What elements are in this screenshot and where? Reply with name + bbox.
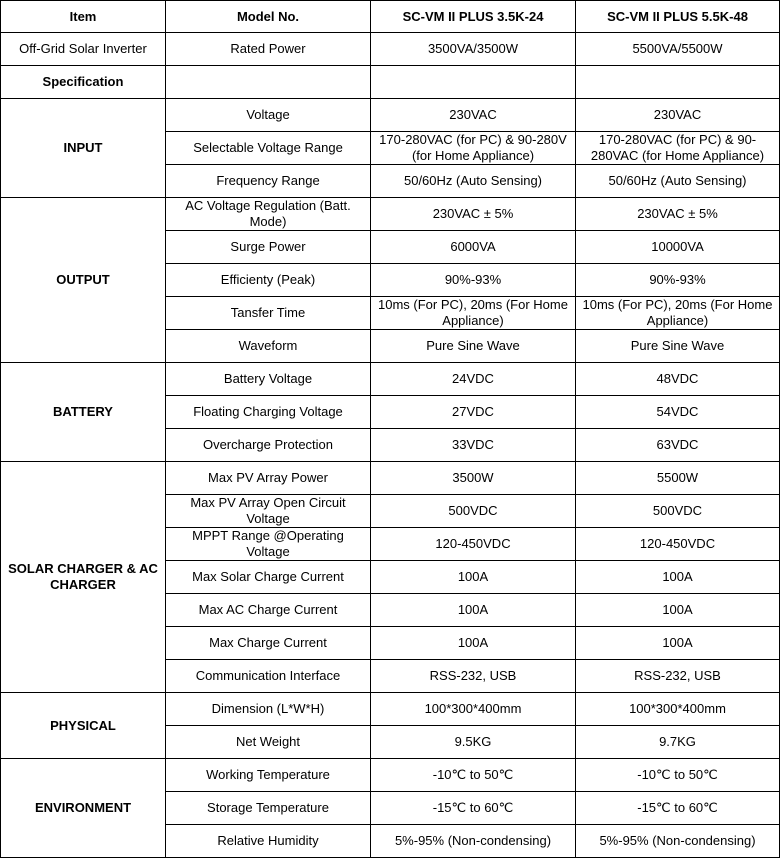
spec-value-a: 100A — [371, 594, 576, 627]
spec-value-b: -10℃ to 50℃ — [576, 759, 780, 792]
spec-value-b: -15℃ to 60℃ — [576, 792, 780, 825]
spec-value-b: 230VAC ± 5% — [576, 198, 780, 231]
spec-label: Max AC Charge Current — [166, 594, 371, 627]
spec-value-b: Pure Sine Wave — [576, 330, 780, 363]
group-label: INPUT — [1, 99, 166, 198]
spec-value-b: 5%-95% (Non-condensing) — [576, 825, 780, 858]
spec-label: Net Weight — [166, 726, 371, 759]
spec-label: Efficienty (Peak) — [166, 264, 371, 297]
spec-value-b: 100A — [576, 561, 780, 594]
spec-value-a: -10℃ to 50℃ — [371, 759, 576, 792]
spec-row — [1, 99, 780, 132]
spec-label: Dimension (L*W*H) — [166, 693, 371, 726]
group-label: PHYSICAL — [1, 693, 166, 759]
group-label: SOLAR CHARGER & AC CHARGER — [1, 462, 166, 693]
header-model-b: SC-VM II PLUS 5.5K-48 — [576, 1, 780, 33]
spec-value-a: 50/60Hz (Auto Sensing) — [371, 165, 576, 198]
spec-value-a: 9.5KG — [371, 726, 576, 759]
spec-value-a: 120-450VDC — [371, 528, 576, 561]
spec-label: Max Charge Current — [166, 627, 371, 660]
spec-label: Overcharge Protection — [166, 429, 371, 462]
header-model: Model No. — [166, 1, 371, 33]
spec-value-a: 3500W — [371, 462, 576, 495]
spec-value-b: 100A — [576, 594, 780, 627]
spec-row — [1, 759, 780, 792]
spec-value-b: 50/60Hz (Auto Sensing) — [576, 165, 780, 198]
spec-value-b: 9.7KG — [576, 726, 780, 759]
header-item: Item — [1, 1, 166, 33]
spec-value-a: 100A — [371, 561, 576, 594]
spec-value-b: 90%-93% — [576, 264, 780, 297]
spec-value-b: 63VDC — [576, 429, 780, 462]
spec-label: Frequency Range — [166, 165, 371, 198]
spec-value-a: 6000VA — [371, 231, 576, 264]
empty-cell — [576, 66, 780, 99]
empty-cell — [166, 66, 371, 99]
spec-value-b: 230VAC — [576, 99, 780, 132]
spec-value-a: 33VDC — [371, 429, 576, 462]
spec-value-b: RSS-232, USB — [576, 660, 780, 693]
rated-label: Rated Power — [166, 33, 371, 66]
specification-row — [1, 66, 780, 99]
spec-value-b: 100A — [576, 627, 780, 660]
group-label: OUTPUT — [1, 198, 166, 363]
spec-value-b: 500VDC — [576, 495, 780, 528]
group-label: BATTERY — [1, 363, 166, 462]
spec-label: Voltage — [166, 99, 371, 132]
spec-value-a: -15℃ to 60℃ — [371, 792, 576, 825]
header-model-a: SC-VM II PLUS 3.5K-24 — [371, 1, 576, 33]
spec-row — [1, 363, 780, 396]
spec-value-a: 100*300*400mm — [371, 693, 576, 726]
spec-value-a: 90%-93% — [371, 264, 576, 297]
spec-label: AC Voltage Regulation (Batt. Mode) — [166, 198, 371, 231]
spec-value-b: 170-280VAC (for PC) & 90-280VAC (for Home Appliance) — [576, 132, 780, 165]
rated-power-row — [1, 33, 780, 66]
group-label: ENVIRONMENT — [1, 759, 166, 858]
spec-value-a: 230VAC — [371, 99, 576, 132]
spec-value-a: 24VDC — [371, 363, 576, 396]
spec-value-a: 500VDC — [371, 495, 576, 528]
rated-value-b: 5500VA/5500W — [576, 33, 780, 66]
rated-value-a: 3500VA/3500W — [371, 33, 576, 66]
spec-row — [1, 462, 780, 495]
spec-label: Relative Humidity — [166, 825, 371, 858]
spec-value-b: 5500W — [576, 462, 780, 495]
empty-cell — [371, 66, 576, 99]
spec-value-a: 100A — [371, 627, 576, 660]
spec-value-a: 10ms (For PC), 20ms (For Home Appliance) — [371, 297, 576, 330]
spec-value-a: Pure Sine Wave — [371, 330, 576, 363]
spec-label: Max PV Array Open Circuit Voltage — [166, 495, 371, 528]
spec-value-b: 10000VA — [576, 231, 780, 264]
spec-value-b: 100*300*400mm — [576, 693, 780, 726]
specification-label: Specification — [1, 66, 166, 99]
spec-label: Waveform — [166, 330, 371, 363]
header-row — [1, 1, 780, 33]
spec-value-b: 10ms (For PC), 20ms (For Home Appliance) — [576, 297, 780, 330]
spec-label: Working Temperature — [166, 759, 371, 792]
spec-label: Max Solar Charge Current — [166, 561, 371, 594]
spec-value-a: 5%-95% (Non-condensing) — [371, 825, 576, 858]
spec-value-b: 48VDC — [576, 363, 780, 396]
spec-value-a: RSS-232, USB — [371, 660, 576, 693]
spec-value-a: 170-280VAC (for PC) & 90-280V (for Home Appliance) — [371, 132, 576, 165]
spec-label: Battery Voltage — [166, 363, 371, 396]
spec-label: Floating Charging Voltage — [166, 396, 371, 429]
spec-label: MPPT Range @Operating Voltage — [166, 528, 371, 561]
spec-label: Communication Interface — [166, 660, 371, 693]
spec-value-a: 230VAC ± 5% — [371, 198, 576, 231]
spec-label: Tansfer Time — [166, 297, 371, 330]
spec-label: Selectable Voltage Range — [166, 132, 371, 165]
spec-label: Max PV Array Power — [166, 462, 371, 495]
spec-row — [1, 198, 780, 231]
rated-category: Off-Grid Solar Inverter — [1, 33, 166, 66]
spec-value-b: 54VDC — [576, 396, 780, 429]
spec-value-b: 120-450VDC — [576, 528, 780, 561]
spec-label: Surge Power — [166, 231, 371, 264]
spec-label: Storage Temperature — [166, 792, 371, 825]
spec-row — [1, 693, 780, 726]
spec-value-a: 27VDC — [371, 396, 576, 429]
